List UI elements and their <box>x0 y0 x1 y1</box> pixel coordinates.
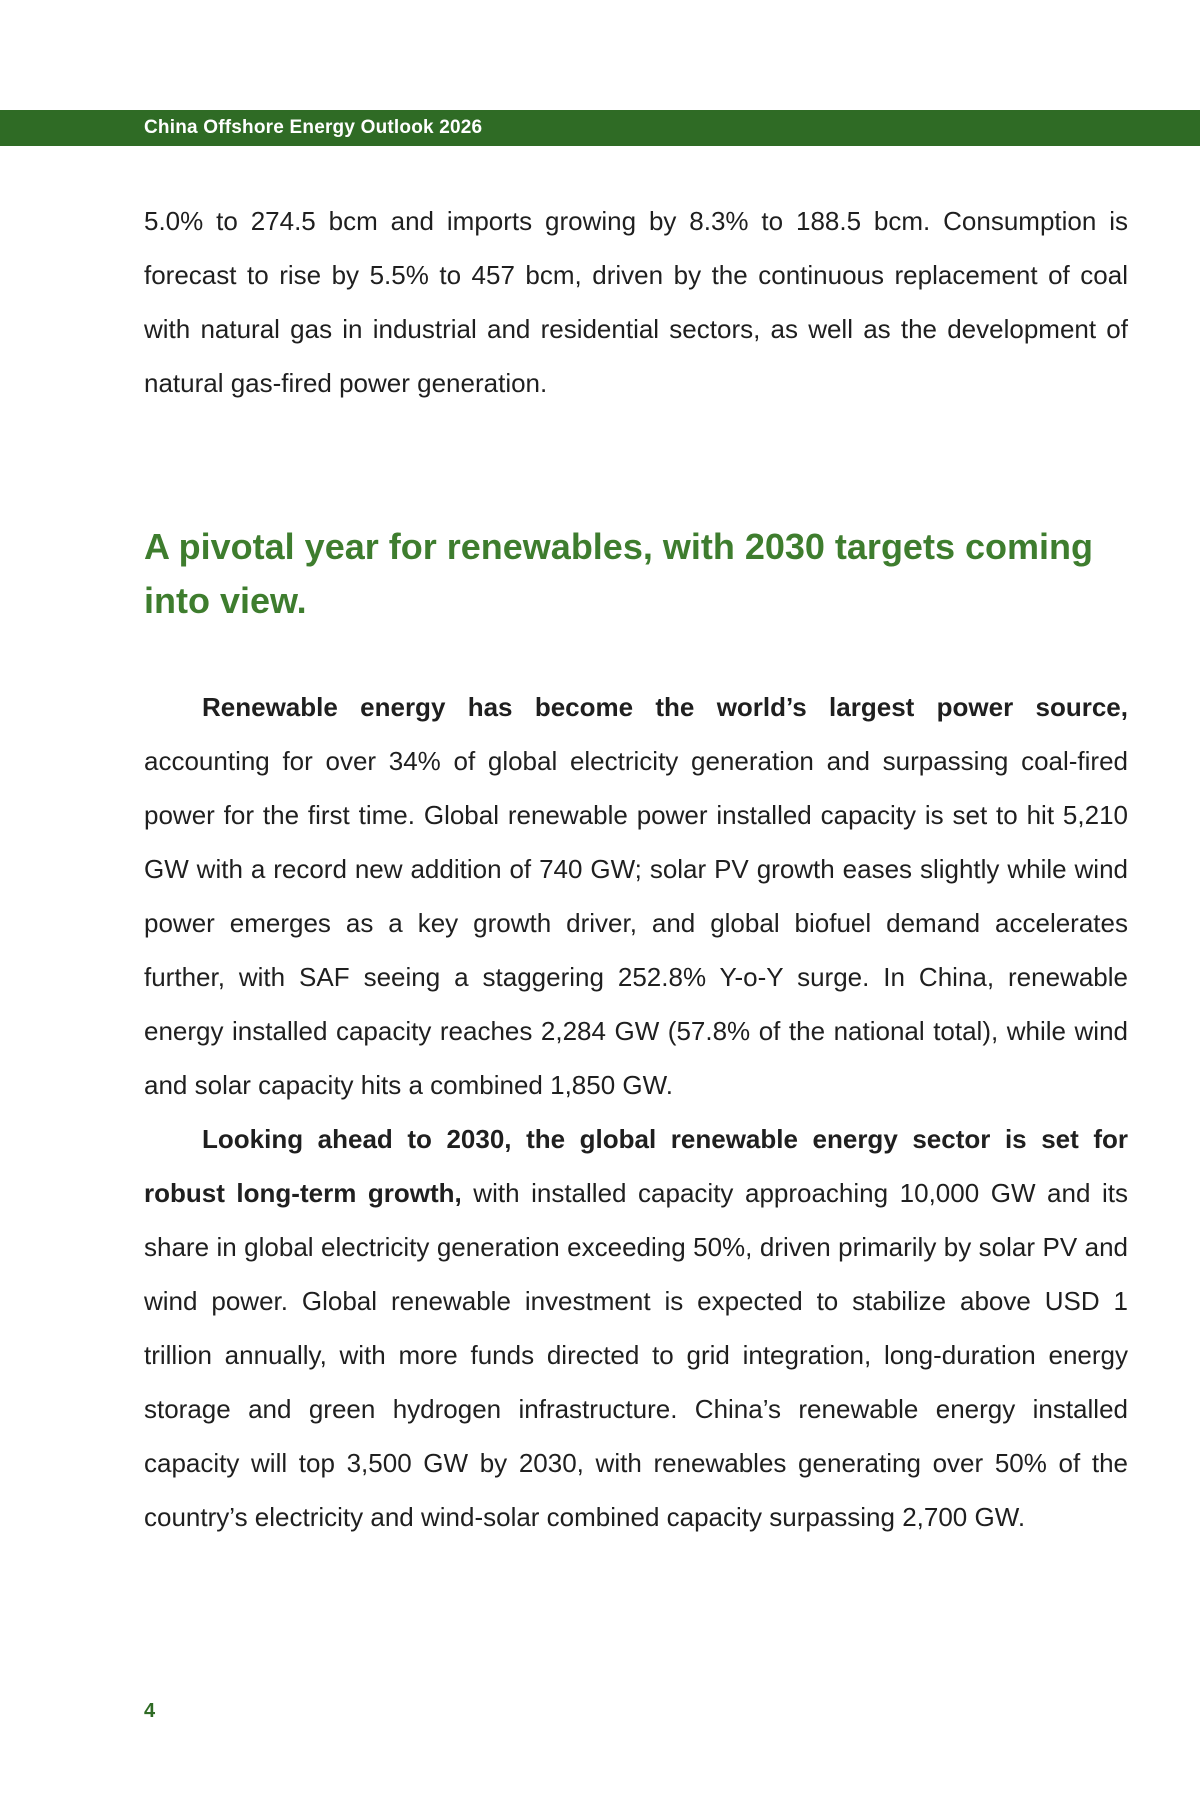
renewables-paragraph-lead: Renewable energy has become the world’s largest power source, <box>202 692 1128 722</box>
intro-paragraph: 5.0% to 274.5 bcm and imports growing by 8.3% to 188.5 bcm. Consumption is forecast to rise by 5.5% to 457 bcm, driven by the continuous replacement of coal with natural gas in industrial and residential sectors, as well as the development of natural gas-fired power generation. <box>144 206 1128 398</box>
renewables-paragraph <box>144 680 1128 1112</box>
outlook-2030-paragraph-text: with installed capacity approaching 10,000 GW and its share in global electricity generation exceeding 50%, driven primarily by solar PV and wind power. Global renewable investment is expected to stabilize above USD 1 trillion annually, with more funds directed to grid integration, long-duration energy storage and green hydrogen infrastructure. China’s renewable energy installed capacity will top 3,500 GW by 2030, with renewables generating over 50% of the country’s electricity and wind-solar combined capacity surpassing 2,700 GW. <box>144 1178 1128 1532</box>
outlook-2030-paragraph-lead: Looking ahead to 2030, the global renewable energy sector is set for robust long-term growth, <box>144 1124 1128 1208</box>
renewables-paragraph-text: accounting for over 34% of global electricity generation and surpassing coal-fired power for the first time. Global renewable power installed capacity is set to hit 5,210 GW with a record new addition of 740 GW; solar PV growth eases slightly while wind power emerges as a key growth driver, and global biofuel demand accelerates further, with SAF seeing a staggering 252.8% Y-o-Y surge. In China, renewable energy installed capacity reaches 2,284 GW (57.8% of the national total), while wind and solar capacity hits a combined 1,850 GW. <box>144 746 1128 1100</box>
page-content <box>144 194 1128 1544</box>
running-header-bar <box>0 110 1200 146</box>
running-header-title: China Offshore Energy Outlook 2026 <box>144 117 483 138</box>
page-number: 4 <box>144 1700 156 1722</box>
section-heading: A pivotal year for renewables, with 2030 targets coming into view. <box>144 526 1093 621</box>
outlook-2030-paragraph <box>144 1112 1128 1544</box>
